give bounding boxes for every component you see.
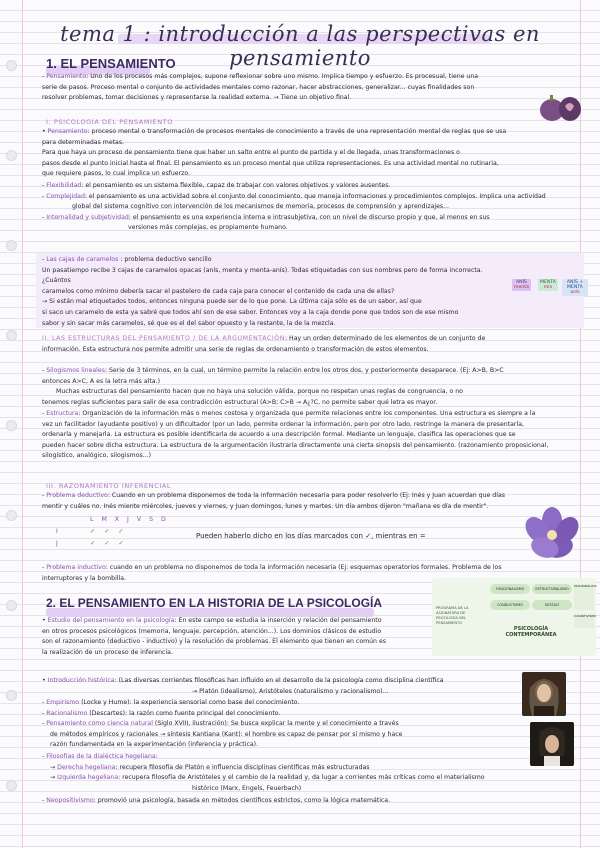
- intro-historica-text: • Introducción histórica: (Las diversas corrientes filosóficas han influido en el desarrollo de la psicología como disciplina científica → Platón (idealismo), Aristóteles (naturalismo y racionalismo)...: [42, 677, 444, 695]
- estudio-text: • Estudio del pensamiento en la psicología: En este campo se estudia la inserción y relación del pensamiento en otros procesos psicológicos (memoria, lenguaje, percepción, atención...). Los dominios clásicos de estudio son el razonamiento (deductivo - inductivo) y la resolución de problemas. El elemento que tienen en común es la realización de un proceso de inferencia.: [42, 617, 386, 656]
- inductivo-text: - Problema inductivo: cuando en un problema no disponemos de toda la información necesaria (Ej: esquemas operatorios formales. Problema de los interruptores y la bombilla.: [42, 564, 502, 582]
- corrientes-list: - Empirismo (Locke y Hume): la experiencia sensorial como base del conocimiento. - Racionalismo (Descartes): la razón como fuente principal del conocimiento. - Pensamiento como ciencia natural (Siglo XVIII, ilustración): Se busca explicar la mente y el conocimiento a través de métodos empíricos y racionales → síntesis Kantiana (Kant): el hombre es capaz de pensar por sí mismo y hace razón fundamentada en la experimentación (inferencia y práctica).: [42, 699, 403, 749]
- candy-problem-text: - Las cajas de caramelos : problema deductivo sencillo Un pasatiempo recibe 3 cajas de caramelos opacas (anís, menta y menta-anís). Todas etiquetadas con sus nombres pero de forma incorrecta. ¿Cuántos caramelos como mínimo debería sacar el pastelero de cada caja para conocer el contenido de cada una de ellas? → Si están mal etiquetados todos, entonces ninguna puede ser de lo que pone. La última caja sólo es de un sabor, así que si saco un caramelo de esta ya sabré que todos ahí son de ese sabor. Entonces voy a la caja donde pone que todos son de ese mismo sabor y sin sacar más caramelos, sé que es el del sabor opuesto y la restante, la de la mezcla.: [42, 256, 483, 327]
- estructuras-intro: II. LAS ESTRUCTURAS DEL PENSAMIENTO / DE LA ARGUMENTACIÓN: Hay un orden determinado de los elementos de un conjunto de información. Esta estructura nos permite admitir una serie de reglas de ordenamiento o transformación de estos elementos.: [42, 335, 486, 353]
- flower-illustration: [522, 505, 582, 565]
- pensamiento-definition: - Pensamiento: Uno de los procesos más complejos, supone reflexionar sobre uno mismo. Implica tiempo y esfuerzo. Es procesual, tiene una serie de pasos. Proceso mental o conjunto de actividades mentales como razonar, hacer abstracciones, generalizar... cuyas finalidades son resolver problemas, tomar decisiones y representarse la realidad externa. → Tiene un objetivo final.: [42, 73, 479, 102]
- diagram-node-gestalt: GESTALT: [532, 600, 572, 610]
- diagram-title: PSICOLOGÍA CONTEMPORÁNEA: [505, 626, 557, 638]
- psicologia-subheading: I. PSICOLOGÍA DEL PENSAMIENTO: [46, 118, 174, 126]
- diagram-program-label: PROGRAMA DE LA ASIGNATURA DE PSICOLOGÍA DEL PENSAMIENTO: [436, 606, 469, 625]
- section2-heading: 2. EL PENSAMIENTO EN LA HISTORIA DE LA PSICOLOGÍA: [46, 596, 383, 610]
- neopositivismo-text: - Neopositivismo: promovió una psicología, basada en métodos científicos estrictos, como la lógica matemática.: [42, 797, 391, 804]
- diagram-node-psicoanalisis: PSICOANÁLISIS: [574, 584, 594, 610]
- section1-heading: 1. EL PENSAMIENTO: [46, 56, 176, 71]
- deductivo-text: - Problema deductivo: Cuando en un problema disponemos de toda la información necesaria para poder resolverlo (Ej: Inés y Juan acuerdan que días mentir y cuáles no. Inés miente miércoles, jueves y viernes, y Juan domingos, lunes y martes. Un día ambos dijeron "mañana es día de mentir".: [42, 492, 505, 510]
- pensamiento-key: Pensamiento: [46, 73, 87, 80]
- hegel-text: - Filosofías de la dialéctica hegeliana: → Derecha hegeliana: recupera filosofía de Platón e influencia disciplinas científicas más estructuradas → Izquierda hegeliana: recupera filosofía de Aristóteles y el cambio de la realidad y, da lugar a corrientes más críticas como el materialismo histórico (Marx, Engels, Feuerbach): [42, 753, 485, 792]
- margin-line-left: [22, 0, 23, 848]
- estructura-text: - Estructura: Organización de la información más o menos costosa y organizada que permite relaciones entre los componentes. Una estructura es siempre a la vez un facilitador (ayudante positivo) y un dificultador (por un lado, permite ordenar la información, pero por otro lado, restringe la manera de presentarla, ordenarla y manejarla. La estructura es posible identificarla de acuerdo a una descripción formal. Mediante un lenguaje, clasifica las operaciones que se pueden hacer sobre dicha estructura. La estructura de la argumentación ilustraría directamente una cierta sinopsis del pensamiento. (razonamiento proposicional, silogístico, analógico, silogismos...): [42, 410, 549, 460]
- diagram-node-estructuralismo: ESTRUCTURALISMO: [532, 584, 572, 594]
- pensamiento-process-text: • Pensamiento: proceso mental o transformación de procesos mentales de conocimiento a través de una representación mental de reglas que se usa para determinadas metas. Para que haya un proceso de pensamiento tiene que haber un salto entre el punto de partida y el de llegada, unas transformaciones o pasos desde el punto inicial hasta el final. El pensamiento es un proceso mental que utiliza representaciones. Es una actividad mental no rutinaria, que requiere pasos, lo cual implica un esfuerzo.: [42, 128, 507, 178]
- figs-illustration: [538, 92, 582, 124]
- razonamiento-subheading: III. RAZONAMIENTO INFERENCIAL: [46, 482, 172, 490]
- days-conclusion: Pueden haberlo dicho en los días marcados con ✓, mientras en =: [196, 532, 426, 540]
- chip-anis: ANÍS menta: [514, 280, 529, 290]
- page-title: tema 1 : introducción a las perspectivas en pensamiento: [60, 22, 540, 70]
- portrait-locke: [522, 672, 566, 716]
- binder-holes: [6, 0, 16, 848]
- chip-menta: MENTA mix: [540, 280, 556, 290]
- diagram-node-funcionalismo: FUNCIONALISMO: [490, 584, 530, 594]
- characteristics-list: - Flexibilidad: el pensamiento es un sistema flexible, capaz de trabajar con valores objetivos y valores ausentes. - Complejidad: el pensamiento es una actividad sobre el conjunto del conocimiento, que maneja informaciones y procedimientos complejos. Implica una actividad global del sistema cognitivo con intervención de los mecanismos de memoria, procesos de comprensión y aprendizajes... - Internalidad y subjetividad: el pensamiento es una experiencia interna e intrasubjetiva, con un nivel de discurso propio y que, al menos en sus versiones más complejas, es propiamente humano.: [42, 182, 546, 232]
- diagram-node-conductismo: CONDUCTISMO: [490, 600, 530, 610]
- silogismos-text: - Silogismos lineales: Serie de 3 términos, en la cual, un término permite la relación entre los otros dos, y posteriormente desaparece. (Ej: A>B, B>C entonces A>C, A es la letra más alta.) Muchas estructuras del pensamiento hacen que no haya una solución válida, porque no respetan unas reglas de congruencia, o no tenemos reglas suficientes para salir de esa contradicción estructural (A>B; C>B → A¿?C, no permite saber qué letra es mayor.: [42, 367, 504, 406]
- days-header: LMXJVSD: [90, 516, 174, 523]
- days-row-ines: I ✓✓✓: [56, 528, 133, 535]
- days-row-juan: J ✓✓✓: [56, 540, 133, 547]
- chip-anis-menta: ANÍS + MENTA anís: [562, 279, 588, 296]
- diagram-node-cognitivismo: COGNITIVISMO: [574, 614, 594, 628]
- psychology-schools-diagram: [432, 578, 596, 656]
